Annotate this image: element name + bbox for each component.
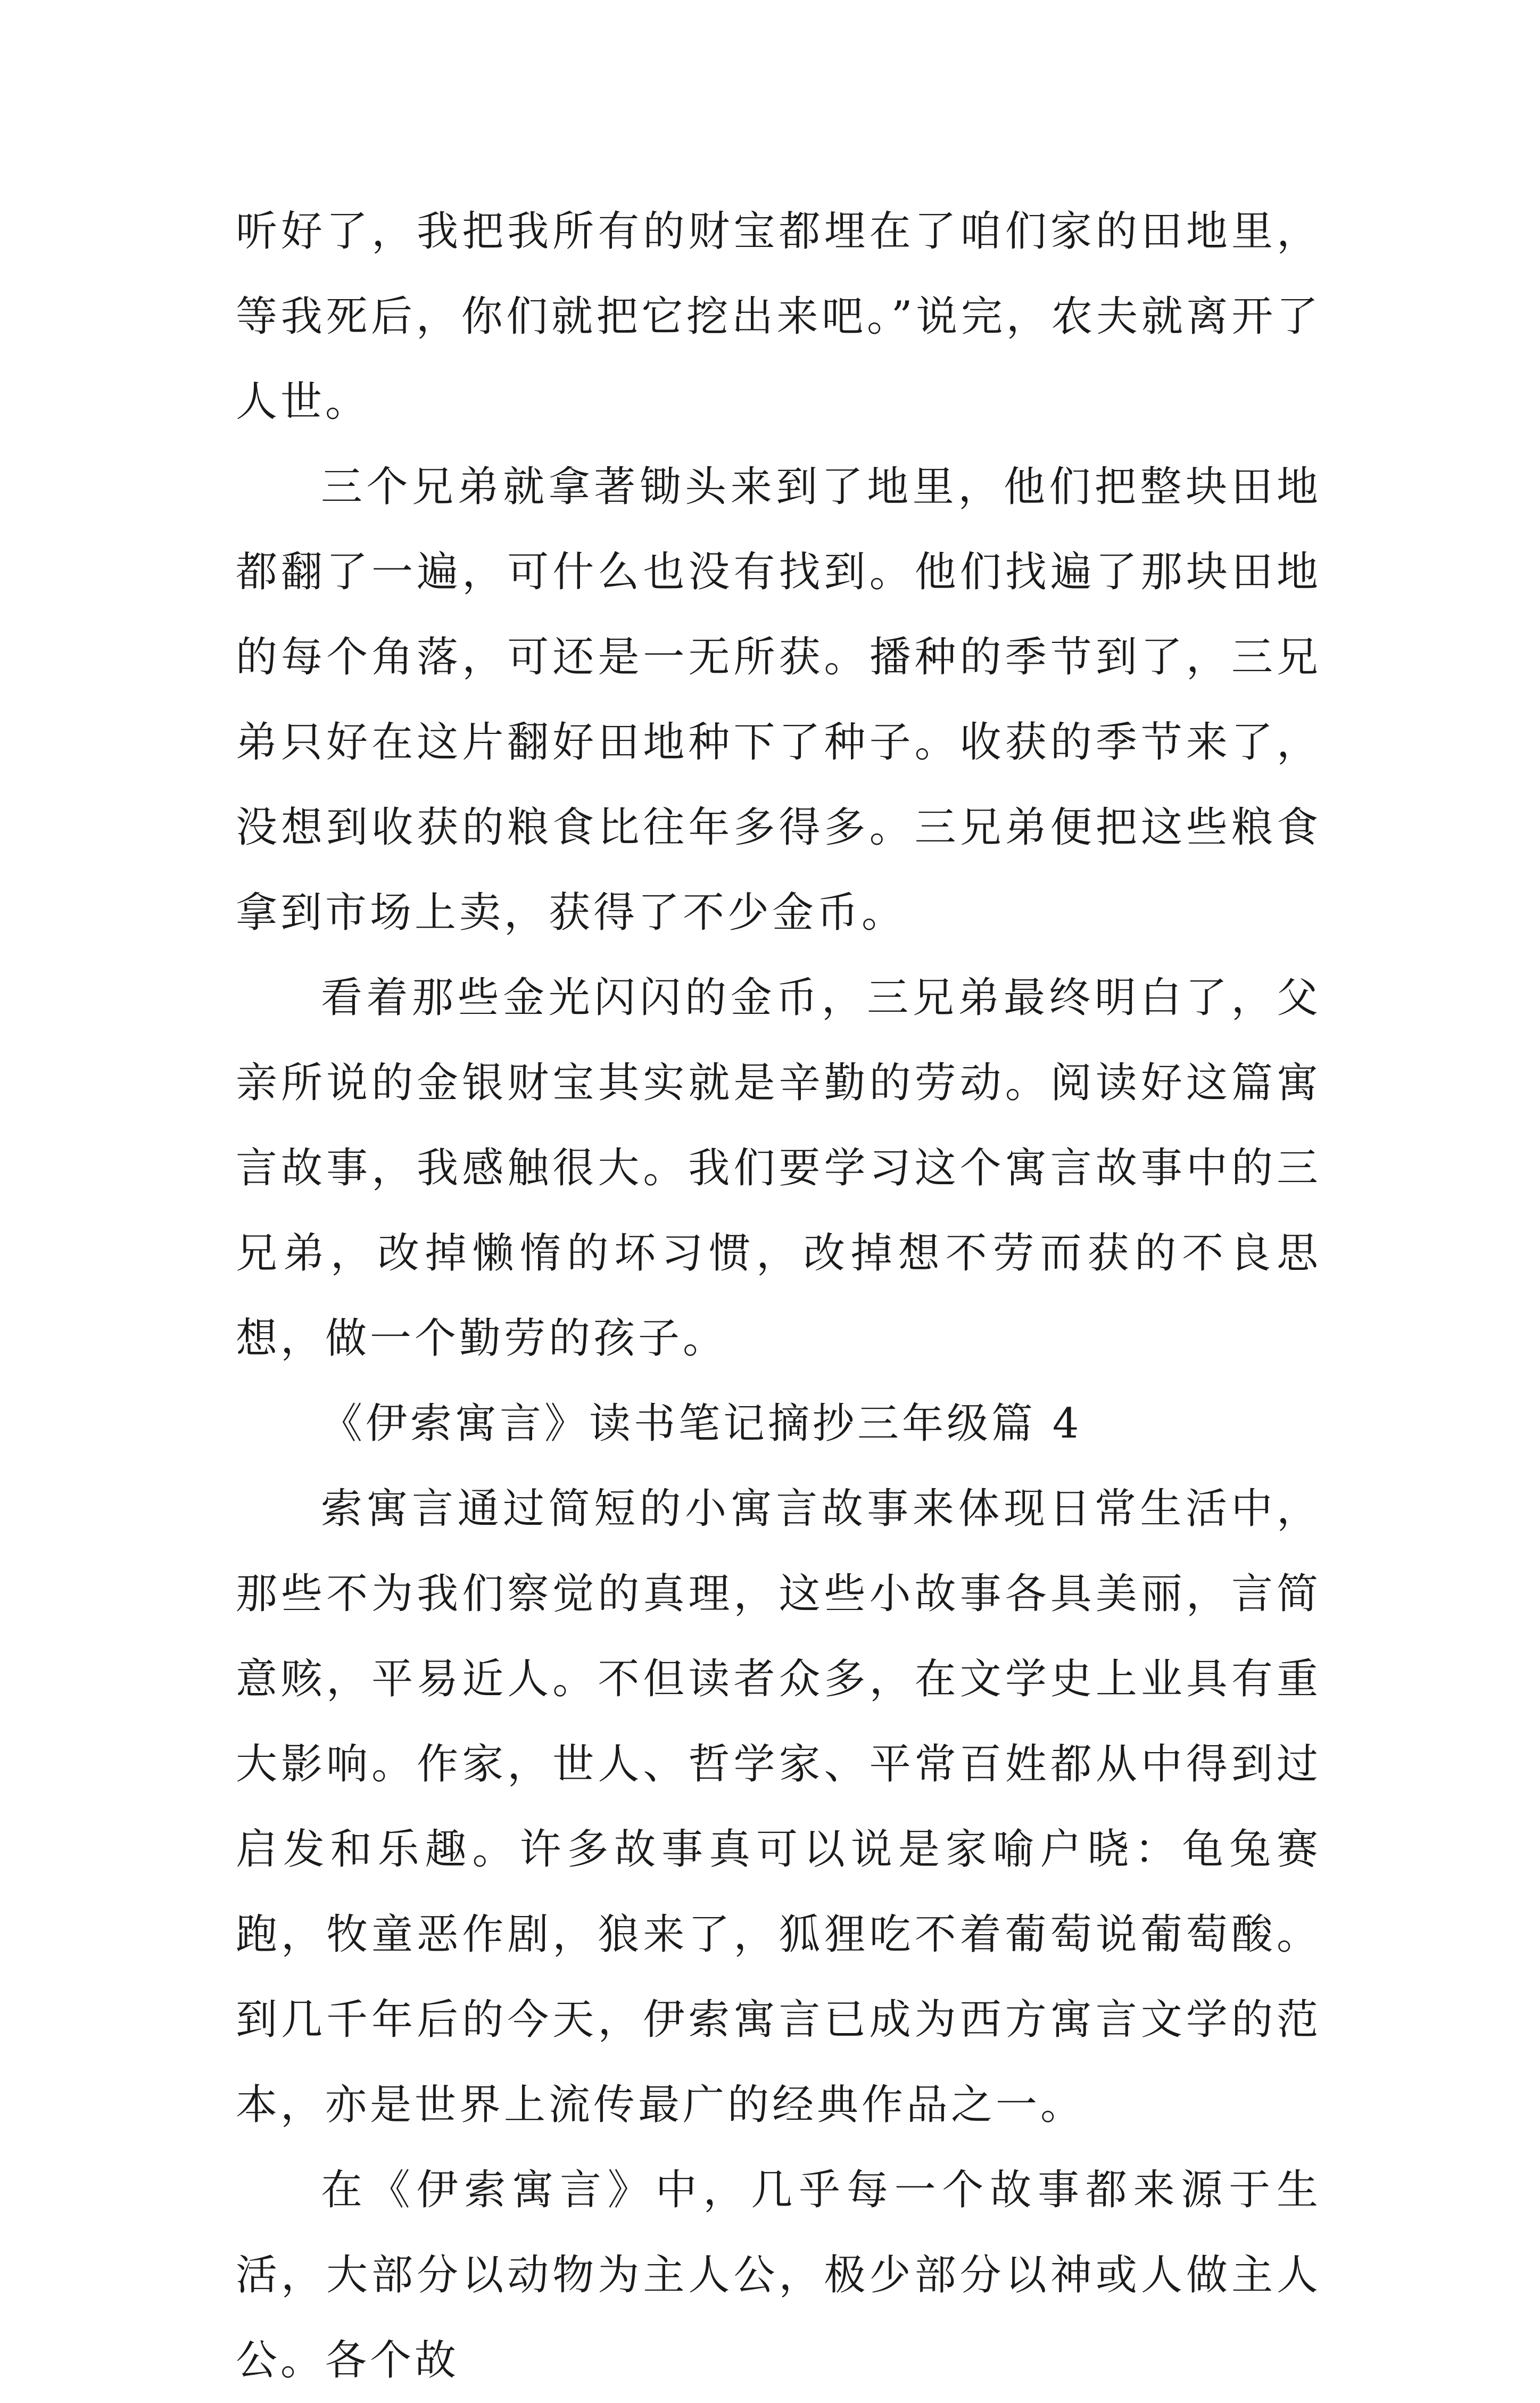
paragraph-2: 三个兄弟就拿著锄头来到了地里，他们把整块田地都翻了一遍，可什么也没有找到。他们找遍了那块田地的每个角落，可还是一无所获。播种的季节到了，三兄弟只好在这片翻好田地种下了种子。收获的季节来了，没想到收获的粮食比往年多得多。三兄弟便把这些粮食拿到市场上卖，获得了不少金币。 (236, 463, 1321, 937)
paragraph-4: 索寓言通过简短的小寓言故事来体现日常生活中，那些不为我们察觉的真理，这些小故事各具美丽，言简意赅，平易近人。不但读者众多，在文学史上业具有重大影响。作家，世人、哲学家、平常百姓都从中得到过启发和乐趣。许多故事真可以说是家喻户晓：龟兔赛跑，牧童恶作剧，狼来了，狐狸吃不着葡萄说葡萄酸。到几千年后的今天，伊索寓言已成为西方寓言文学的范本，亦是世界上流传最广的经典作品之一。 (236, 1485, 1321, 2129)
paragraph-3: 看着那些金光闪闪的金币，三兄弟最终明白了，父亲所说的金银财宝其实就是辛勤的劳动。阅读好这篇寓言故事，我感触很大。我们要学习这个寓言故事中的三兄弟，改掉懒惰的坏习惯，改掉想不劳而获的不良思想，做一个勤劳的孩子。 (236, 974, 1321, 1362)
section-heading: 《伊索寓言》读书笔记摘抄三年级篇 4 (321, 1400, 1082, 1448)
paragraph-1: 听好了，我把我所有的财宝都埋在了咱们家的田地里，等我死后，你们就把它挖出来吧。”说完，农夫就离开了人世。 (236, 208, 1321, 426)
paragraph-5: 在《伊索寓言》中，几乎每一个故事都来源于生活，大部分以动物为主人公，极少部分以神或人做主人公。各个故 (236, 2166, 1321, 2384)
document-body (236, 189, 1321, 2403)
